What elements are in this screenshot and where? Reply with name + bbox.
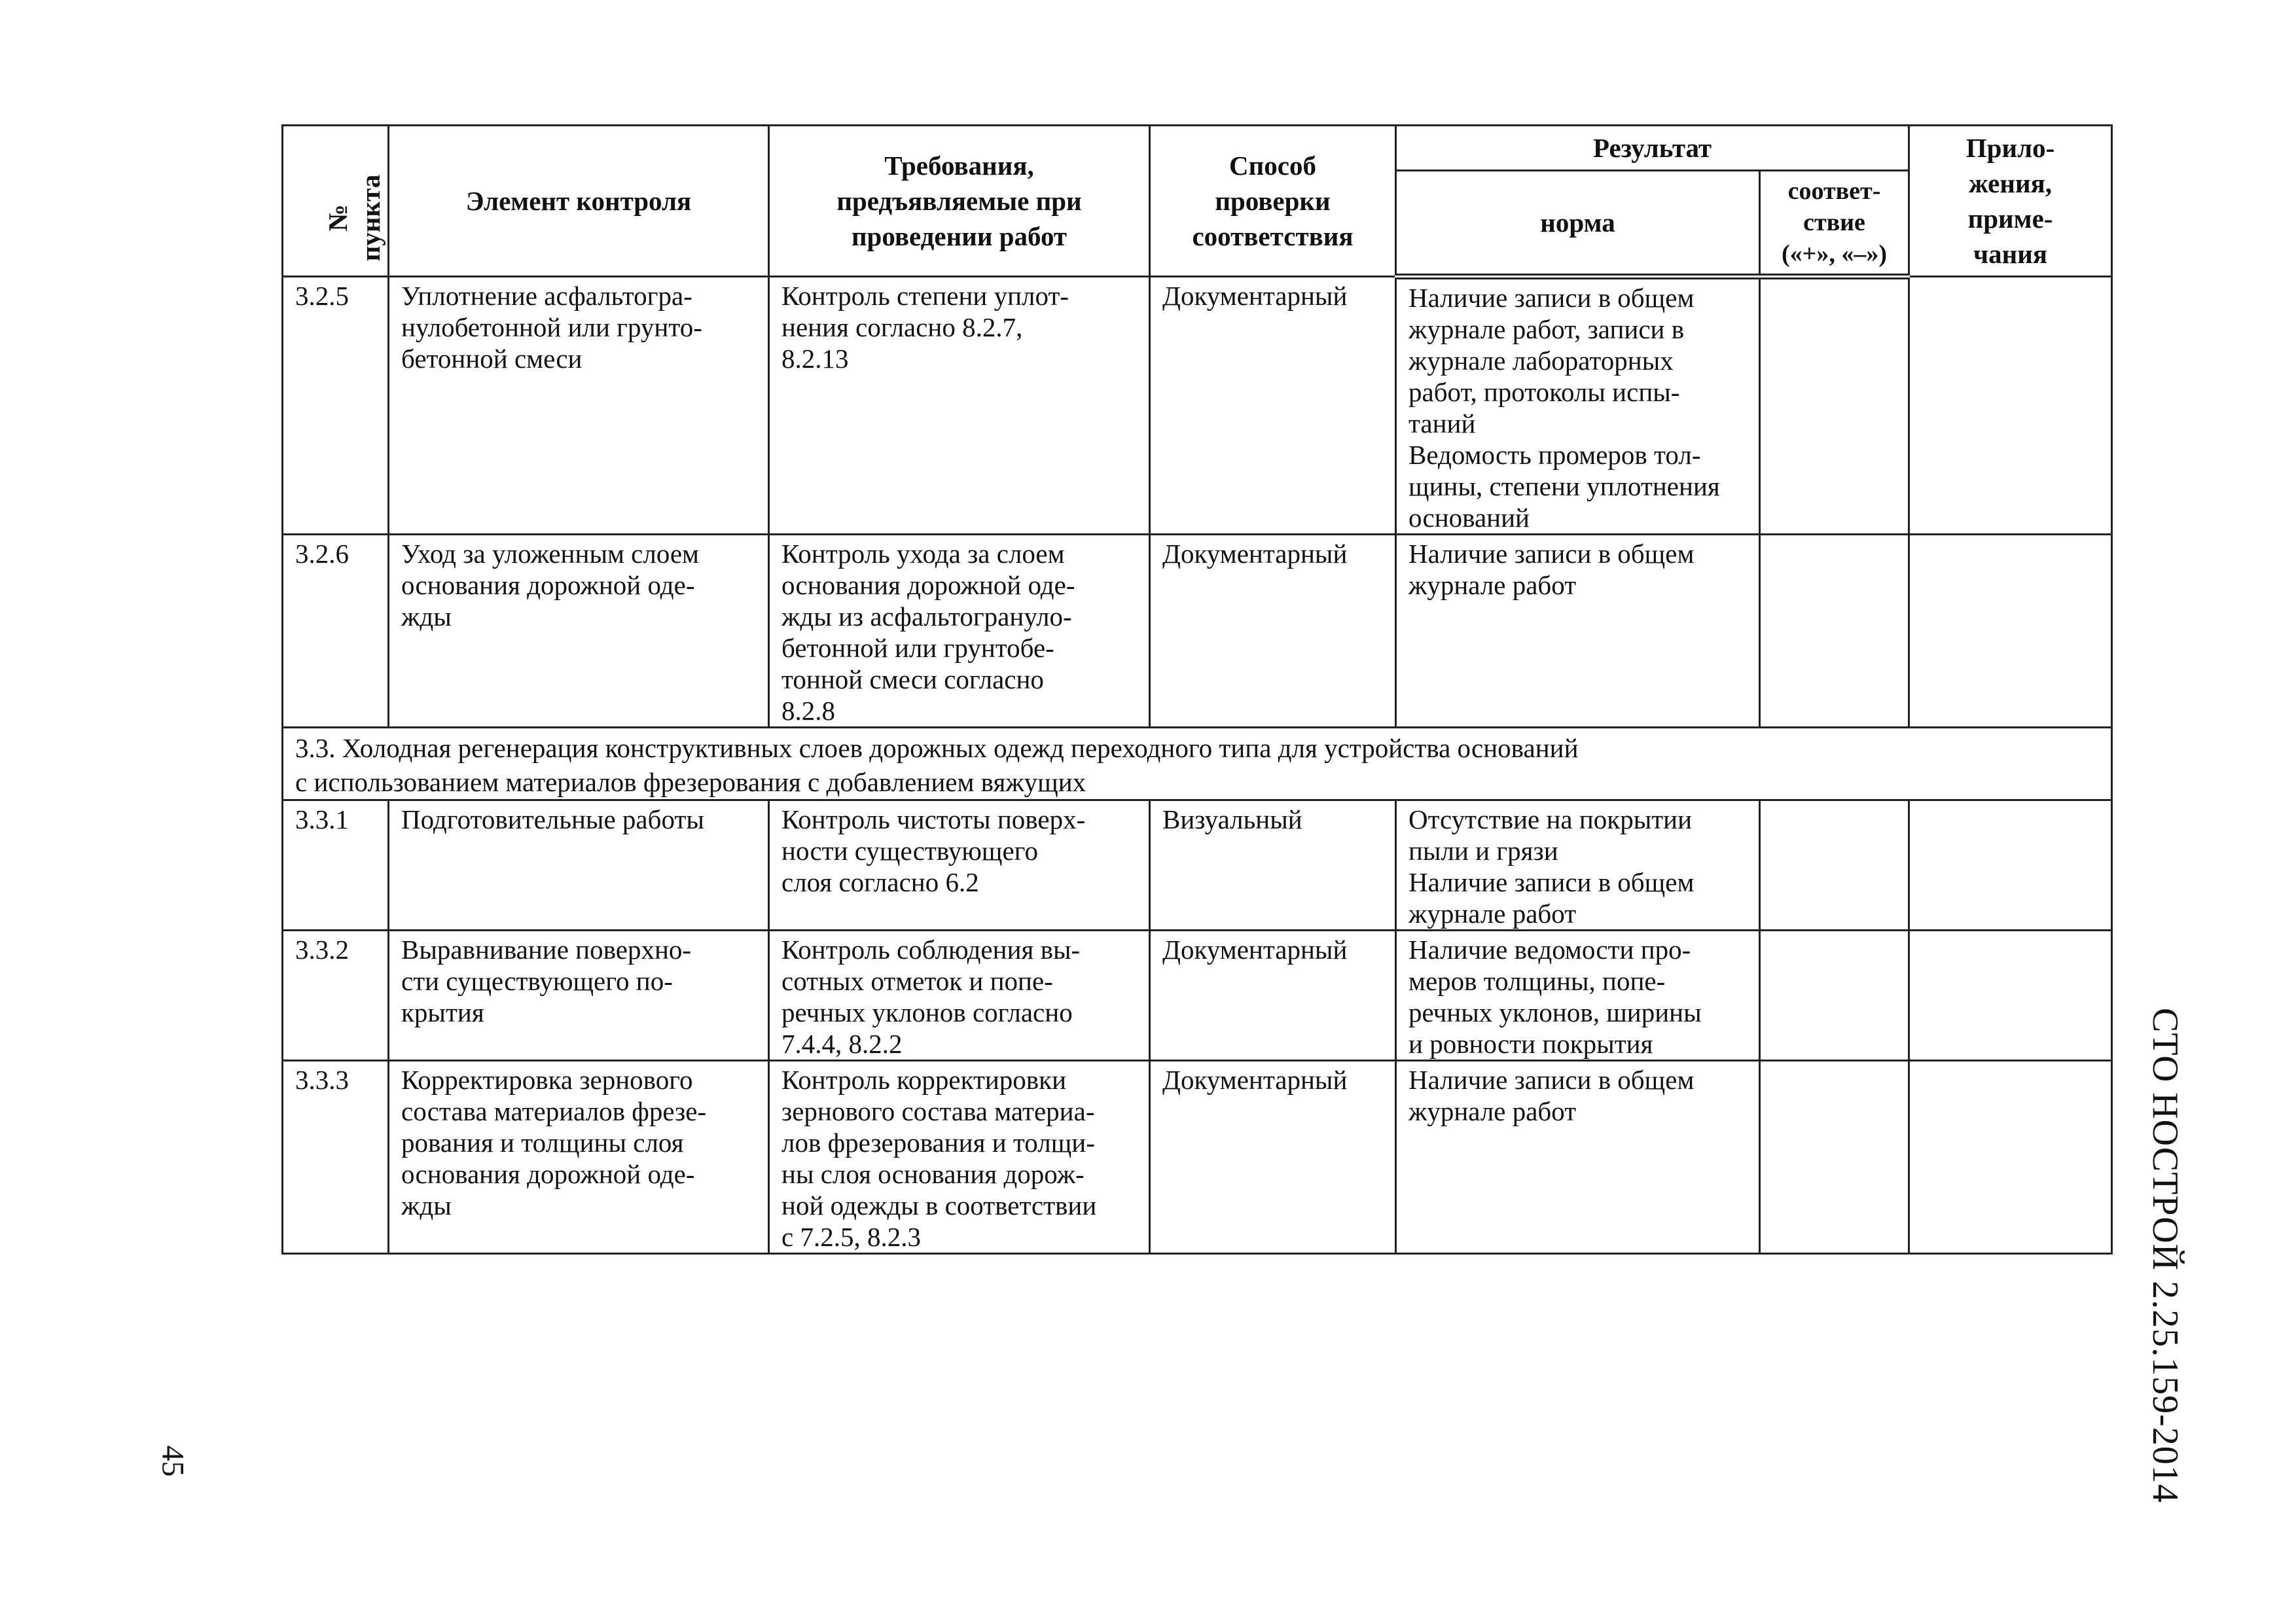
header-notes: Прило- жения, приме- чания [1909,126,2112,277]
header-requirements: Требования, предъявляемые при проведении работ [769,126,1150,277]
cell-notes [1909,931,2112,1061]
header-element: Элемент контроля [389,126,769,277]
page-number: 45 [155,1445,190,1477]
cell-conformity [1760,277,1909,535]
cell-norm: Наличие записи в общем журнале работ [1396,1061,1760,1254]
cell-requirements: Контроль ухода за слоем основания дорожной оде- жды из асфальтогрануло- бетонной или грунтобе- тонной смеси согласно 8.2.8 [769,535,1150,728]
cell-num: 3.3.1 [283,800,389,931]
cell-element: Подготовительные работы [389,800,769,931]
cell-num: 3.2.5 [283,277,389,535]
cell-method: Визуальный [1150,800,1396,931]
cell-conformity [1760,931,1909,1061]
cell-method: Документарный [1150,535,1396,728]
cell-norm: Наличие ведомости про- меров толщины, попе- речных уклонов, ширины и ровности покрытия [1396,931,1760,1061]
header-result: Результат [1396,126,1909,171]
cell-element: Уплотнение асфальтогра- нулобетонной или грунто- бетонной смеси [389,277,769,535]
cell-notes [1909,800,2112,931]
document-code: СТО НОСТРОЙ 2.25.159-2014 [2145,1008,2185,1503]
header-num [283,126,389,277]
header-norm: норма [1396,171,1760,277]
cell-requirements: Контроль соблюдения вы- сотных отметок и попе- речных уклонов согласно 7.4.4, 8.2.2 [769,931,1150,1061]
cell-norm: Наличие записи в общем журнале работ, записи в журнале лабораторных работ, протоколы испы- таний Ведомость промеров тол- щины, степени уплотнения оснований [1396,277,1760,535]
cell-notes [1909,1061,2112,1254]
cell-method: Документарный [1150,1061,1396,1254]
cell-element: Корректировка зернового состава материалов фрезе- рования и толщины слоя основания дорожной оде- жды [389,1061,769,1254]
cell-requirements: Контроль чистоты поверх- ности существующего слоя согласно 6.2 [769,800,1150,931]
cell-notes [1909,535,2112,728]
cell-num: 3.3.2 [283,931,389,1061]
cell-requirements: Контроль корректировки зернового состава материа- лов фрезерования и толщи- ны слоя основания дорож- ной одежды в соответствии с 7.2.5, 8.2.3 [769,1061,1150,1254]
cell-method: Документарный [1150,277,1396,535]
cell-conformity [1760,800,1909,931]
cell-method: Документарный [1150,931,1396,1061]
section-row [283,728,2112,800]
header-method: Способ проверки соответствия [1150,126,1396,277]
cell-element: Уход за уложенным слоем основания дорожной оде- жды [389,535,769,728]
cell-conformity [1760,535,1909,728]
control-table [281,124,2113,1255]
table-row [283,277,2112,535]
section-title-3-3: 3.3. Холодная регенерация конструктивных слоев дорожных одежд переходного типа для устройства оснований с использованием материалов фрезерования с добавлением вяжущих [283,728,2112,800]
cell-num: 3.2.6 [283,535,389,728]
header-num-label: № пункта [323,174,386,262]
table-row [283,800,2112,931]
table-row [283,535,2112,728]
cell-element: Выравнивание поверхно- сти существующего по- крытия [389,931,769,1061]
cell-requirements: Контроль степени уплот- нения согласно 8.2.7, 8.2.13 [769,277,1150,535]
header-conformity: соответ- ствие («+», «–») [1760,171,1909,277]
cell-notes [1909,277,2112,535]
table-row [283,931,2112,1061]
cell-conformity [1760,1061,1909,1254]
cell-num: 3.3.3 [283,1061,389,1254]
cell-norm: Отсутствие на покрытии пыли и грязи Наличие записи в общем журнале работ [1396,800,1760,931]
table-row [283,1061,2112,1254]
cell-norm: Наличие записи в общем журнале работ [1396,535,1760,728]
